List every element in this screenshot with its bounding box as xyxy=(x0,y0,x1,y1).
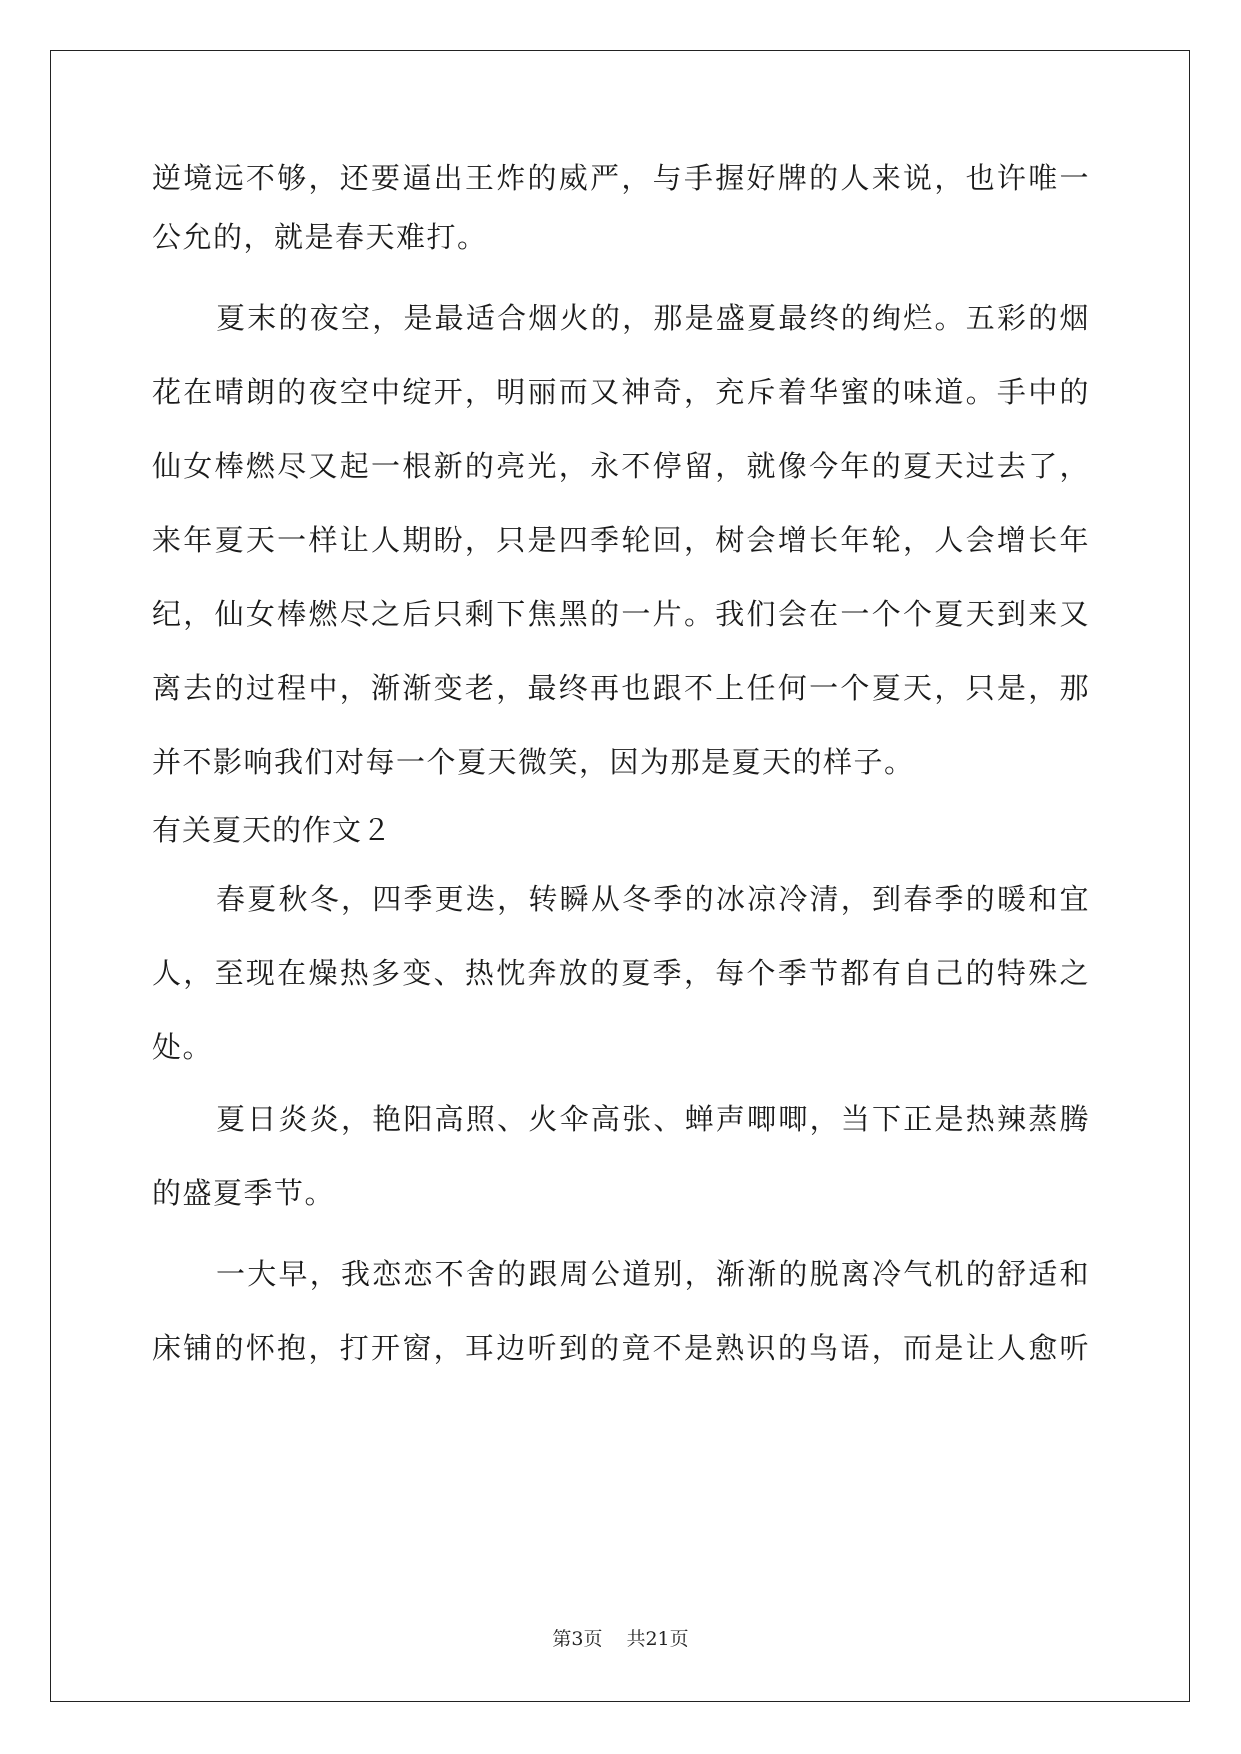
text-line: 逆境远不够，还要逼出王炸的威严，与手握好牌的人来说，也许唯一 xyxy=(152,161,1090,195)
text-line: 人，至现在燥热多变、热忱奔放的夏季，每个季节都有自己的特殊之 xyxy=(152,956,1090,990)
text-line: 花在晴朗的夜空中绽开，明丽而又神奇，充斥着华蜜的味道。手中的 xyxy=(152,375,1090,409)
text-line: 公允的，就是春天难打。 xyxy=(152,220,488,254)
text-line: 离去的过程中，渐渐变老，最终再也跟不上任何一个夏天，只是，那 xyxy=(152,671,1090,705)
text-line: 仙女棒燃尽又起一根新的亮光，永不停留，就像今年的夏天过去了， xyxy=(152,449,1090,483)
text-line: 处。 xyxy=(152,1030,214,1064)
text-line: 并不影响我们对每一个夏天微笑，因为那是夏天的样子。 xyxy=(152,745,915,779)
text-line: 的盛夏季节。 xyxy=(152,1176,336,1210)
paragraph-first-line: 春夏秋冬，四季更迭，转瞬从冬季的冰凉冷清，到春季的暖和宜 xyxy=(216,882,1090,916)
paragraph-first-line: 夏日炎炎，艳阳高照、火伞高张、蝉声唧唧，当下正是热辣蒸腾 xyxy=(216,1102,1090,1136)
page-total: 共21页 xyxy=(626,1628,689,1650)
paragraph-first-line: 夏末的夜空，是最适合烟火的，那是盛夏最终的绚烂。五彩的烟 xyxy=(216,301,1090,335)
section-heading: 有关夏天的作文２ xyxy=(152,813,393,847)
text-line: 纪，仙女棒燃尽之后只剩下焦黑的一片。我们会在一个个夏天到来又 xyxy=(152,597,1090,631)
text-line: 来年夏天一样让人期盼，只是四季轮回，树会增长年轮，人会增长年 xyxy=(152,523,1090,557)
page-footer xyxy=(0,1627,1241,1651)
page-number: 第3页 xyxy=(552,1628,603,1650)
paragraph-first-line: 一大早，我恋恋不舍的跟周公道别，渐渐的脱离冷气机的舒适和 xyxy=(216,1257,1090,1291)
text-line: 床铺的怀抱，打开窗，耳边听到的竟不是熟识的鸟语，而是让人愈听 xyxy=(152,1331,1090,1365)
